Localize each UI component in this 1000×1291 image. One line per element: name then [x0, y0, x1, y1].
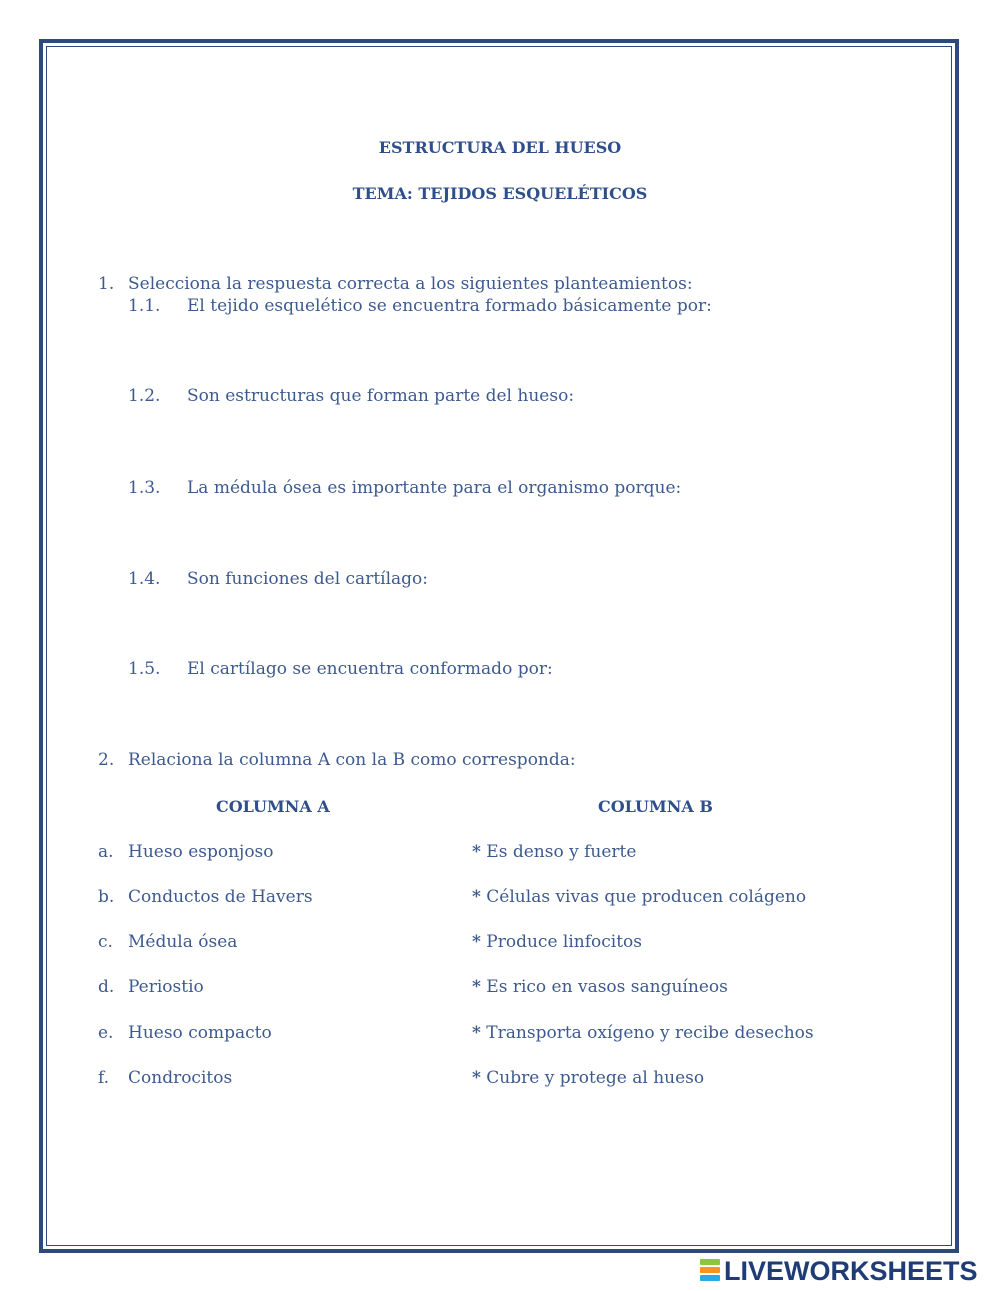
column-b-item	[472, 1023, 814, 1043]
column-b-item	[472, 842, 636, 862]
item-1-1-text: El tejido esquelético se encuentra formado básicamente por:	[187, 296, 712, 316]
column-b-item	[472, 932, 642, 952]
item-1-5-number: 1.5.	[128, 659, 161, 679]
liveworksheets-logo[interactable]	[700, 1256, 978, 1286]
question-2-number: 2.	[98, 750, 115, 770]
column-a-letter: d.	[98, 977, 115, 997]
column-a-item: Hueso compacto	[128, 1023, 272, 1043]
item-1-4-text: Son funciones del cartílago:	[187, 569, 429, 589]
item-1-4-number: 1.4.	[128, 569, 161, 589]
question-1-prompt: Selecciona la respuesta correcta a los siguientes planteamientos:	[128, 274, 693, 294]
column-b-text: Es rico en vasos sanguíneos	[486, 977, 728, 997]
column-a-item: Médula ósea	[128, 932, 238, 952]
column-a-item: Condrocitos	[128, 1068, 233, 1088]
bullet-star: *	[472, 887, 481, 907]
icon-bar	[700, 1267, 720, 1273]
column-a-letter: e.	[98, 1023, 114, 1043]
item-1-1-number: 1.1.	[128, 296, 161, 316]
bullet-star: *	[472, 1068, 481, 1088]
column-a-item: Hueso esponjoso	[128, 842, 274, 862]
icon-bar	[700, 1275, 720, 1281]
item-1-5-text: El cartílago se encuentra conformado por:	[187, 659, 553, 679]
column-a-item: Conductos de Havers	[128, 887, 313, 907]
item-1-3-text: La médula ósea es importante para el organismo porque:	[187, 478, 682, 498]
question-1-number: 1.	[98, 274, 115, 294]
column-b-item	[472, 977, 728, 997]
column-b-text: Cubre y protege al hueso	[486, 1068, 705, 1088]
bullet-star: *	[472, 977, 481, 997]
column-a-letter: b.	[98, 887, 115, 907]
item-1-3-number: 1.3.	[128, 478, 161, 498]
column-b-item	[472, 887, 806, 907]
item-1-2-text: Son estructuras que forman parte del hueso:	[187, 386, 575, 406]
question-2-prompt: Relaciona la columna A con la B como corresponda:	[128, 750, 576, 770]
bullet-star: *	[472, 932, 481, 952]
column-b-text: Células vivas que producen colágeno	[486, 887, 807, 907]
column-a-letter: a.	[98, 842, 114, 862]
icon-bar	[700, 1259, 720, 1265]
column-b-header: COLUMNA B	[598, 797, 713, 816]
item-1-2-number: 1.2.	[128, 386, 161, 406]
document-subtitle: TEMA: TEJIDOS ESQUELÉTICOS	[352, 184, 648, 203]
page-border-inner	[46, 46, 952, 1246]
document-title: ESTRUCTURA DEL HUESO	[378, 138, 622, 157]
column-b-text: Produce linfocitos	[486, 932, 643, 952]
column-a-letter: c.	[98, 932, 113, 952]
column-b-item	[472, 1068, 704, 1088]
column-a-letter: f.	[98, 1068, 110, 1088]
bullet-star: *	[472, 842, 481, 862]
bullet-star: *	[472, 1023, 481, 1043]
column-b-text: Es denso y fuerte	[486, 842, 637, 862]
liveworksheets-icon	[700, 1259, 720, 1283]
column-a-header: COLUMNA A	[216, 797, 330, 816]
brand-name: LIVEWORKSHEETS	[724, 1255, 978, 1286]
column-b-text: Transporta oxígeno y recibe desechos	[486, 1023, 814, 1043]
column-a-item: Periostio	[128, 977, 204, 997]
